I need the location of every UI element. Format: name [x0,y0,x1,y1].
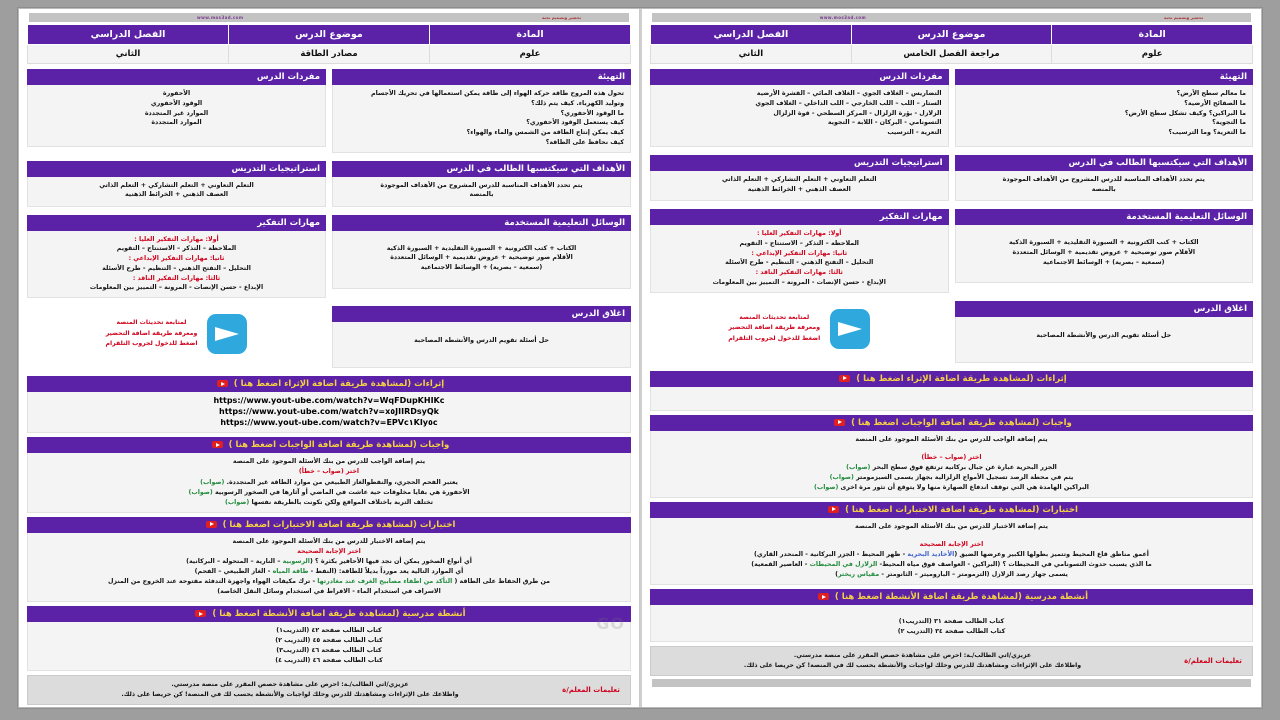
section-body-activities [650,605,1253,642]
col-strategies [650,155,949,205]
section-body-media [332,231,631,289]
telegram-icon[interactable] [207,314,247,354]
section-warmup [955,69,1254,147]
col-header-subject: المادة [430,25,631,45]
homework-item [659,473,1244,483]
activity-line: كتاب الطالب صفحة ٤٦ (التدريب٣) [276,647,382,655]
strategies-line: التعلم التعاوني + التعلم التشاركي + التعلم الذاتي [99,181,254,189]
activity-line: كتاب الطالب صفحة ٤٦ (التدريب ٤) [275,657,383,665]
thinking-line-creative: التحليل – التفتح الذهني - التنظيم - طرح الأسئلة [725,259,874,267]
youtube-icon[interactable] [839,375,850,382]
vocab-line: الموارد المتجددة [151,119,202,127]
homework-item-text: يعتبر الفحم الحجري، والنفطوالغاز الطبيعي من موارد الطاقة غير المتجددة. [226,478,458,486]
homework-item-answer: (صواب) [188,488,213,496]
col-warmup [332,69,631,157]
col-objectives [332,161,631,211]
homework-item-text: البراكين الهامدة هي التي توقف اندفاع الصهارة منها ولا يتوقع أن تثور مرة اخرى [840,483,1089,491]
lesson-page-left [640,9,1261,707]
test-options-rest: - ظهر المحيط - الجزر البركانية - المنحدر القاري) [754,550,908,558]
enrichment-url[interactable]: https://www.yout-ube.com/watch?v=EPVc١KIy٥c [220,417,438,427]
section-body-vocabulary [650,85,949,147]
closing-line: حل أسئلة تقويم الدرس والأنشطة المصاحبة [414,337,549,344]
section-homework [27,437,631,512]
thinking-line-critical: الإبداع - حسن الإنصات - المرونة – التمييز بين المعلومات [712,278,886,286]
test-question: أي أنواع الصخور يمكن أن نجد فيها الأحافير بكثرة ؟ [315,557,472,565]
col-media [332,215,631,303]
youtube-icon[interactable] [217,380,228,387]
section-thinking-skills [650,209,949,293]
section-body-thinking [27,231,326,299]
lesson-info-table [27,24,631,64]
table-row [651,45,1253,64]
homework-item-text: الأحفورة هي بقايا مخلوقات حية عاشت في الماضي أو آثارها في الصخور الرسوبية [214,488,470,496]
homework-item-text: تختلف التربة باختلاف المواقع ولكن تكونت بالطريقة نفسها [251,498,434,506]
banner-homework-label: واجبات (لمشاهدة طريقة اضافة الواجبات اضغط هنا ) [228,440,450,451]
page-bottom-strip [652,679,1251,687]
section-media [955,209,1254,283]
warmup-line: كيف يستعمل الوقود الأحفوري؟ [526,119,624,127]
thinking-line-higher: الملاحظة – التذكر – الاستنتاج – التقويم [739,239,859,247]
homework-item [36,498,622,508]
cell-term: الثاني [651,45,852,64]
page-top-strip [652,13,1251,22]
test-correct-answer: الأخاديد البحرية [907,550,955,558]
media-line: الكتاب + كتب الكترونية + السبورة التقليدية + السبورة الذكية [1008,239,1199,246]
col-media [955,209,1254,297]
banner-enrichment-label: إثراءات (لمشاهدة طريقة اضافة الإثراء اضغط هنا ) [856,373,1067,384]
thinking-heading-critical: ثالثا: مهارات التفكير الناقد : [755,269,843,276]
section-body-closing [955,317,1254,363]
section-enrichment [650,371,1253,411]
section-closing [332,306,631,368]
warmup-line: ما الصفائح الأرضية؟ [1184,99,1246,107]
section-title-strategies: استراتيجيات التدريس [27,161,326,177]
banner-activities-label: أنشطة مدرسية (لمشاهدة طريقة اضافة الأنشطة اضغط هنا ) [834,592,1089,603]
teacher-note [27,675,631,705]
tests-intro: يتم إضافة الاختبار للدرس من بنك الأسئلة الموجود على المنصة [855,522,1048,530]
cell-subject: علوم [1052,45,1253,64]
section-body-tests [27,533,631,602]
section-body-warmup [955,85,1254,147]
teacher-note-text [28,676,552,704]
homework-item-answer: (صواب) [224,498,250,506]
section-warmup [332,69,631,153]
section-tests [650,502,1253,585]
thinking-heading-higher: أولا: مهارات التفكير العليا : [134,235,219,243]
table-header-row [28,25,631,45]
test-item [36,587,622,597]
homework-item [659,463,1244,473]
section-body-objectives [955,171,1254,201]
row-objectives-strategies [650,155,1253,205]
strategies-line: التعلم التعاوني + التعلم التشاركي + التعلم الذاتي [721,176,877,183]
cell-term: الثاني [28,45,229,64]
telegram-line: اضغط للدخول لجروب التلقرام [728,334,821,342]
section-title-thinking: مهارات التفكير [650,209,949,225]
homework-item [36,478,622,488]
teacher-note-line: واطلاعك على الإثراءات ومشاهدتك للدرس وحلك لواجبات والأنشطة بحسب لك في المنصة! كن حريصا على ذلك. [121,691,459,699]
section-closing [955,301,1254,363]
youtube-icon[interactable] [828,506,839,513]
banner-tests-label: اختبارات (لمشاهدة طريقة اضافة الاختبارات اضغط هنا ) [845,504,1078,515]
objectives-line: بالمنصة [469,191,494,199]
section-activities [650,589,1253,642]
row-closing-telegram [27,306,631,372]
section-title-media: الوسائل التعليمية المستخدمة [332,215,631,231]
row-warmup-vocab [650,69,1253,151]
test-question: أعمق مناطق قاع المحيط وتتميز بطولها الكبير وعرضها الضيق [959,550,1149,558]
tests-intro: يتم إضافة الاختبار للدرس من بنك الأسئلة الموجود على المنصة [232,537,426,545]
section-objectives [332,161,631,207]
col-warmup [955,69,1254,151]
cell-topic: مصادر الطاقة [229,45,430,64]
warmup-line: ما البراكين؟ وكيف تشكل سطح الأرض؟ [1124,109,1246,117]
table-header-row [651,25,1253,45]
homework-item-text: يتم في محطة الرصد تسجيل الأمواج الزلزالية بجهاز يسمى السيزمومتر [856,473,1074,481]
test-options-open: ( [954,550,958,558]
lesson-page-right [19,9,640,707]
section-homework [650,415,1253,498]
activity-line: كتاب الطالب صفحة ٣٤ (التدريب ٢) [897,628,1006,636]
thinking-line-creative: التحليل – التفتح الذهني – التنظيم - طرح الأسئلة [102,264,251,272]
homework-intro: يتم إضافة الواجب للدرس من بنك الأسئلة الموجود على المنصة [232,458,426,466]
homework-item-answer: (صواب) [200,478,225,486]
section-title-vocabulary: مفردات الدرس [27,69,326,85]
section-title-objectives: الأهداف التي سيكتسبها الطالب في الدرس [955,155,1254,171]
telegram-icon[interactable] [830,309,870,349]
section-body-enrichment [650,387,1253,411]
test-options-rest: - الغاز الطبيعي – الفحم) [194,567,273,575]
homework-item-answer: (صواب) [846,463,871,471]
section-body-strategies [27,177,326,207]
row-media-thinking [650,209,1253,297]
table-row [28,45,631,64]
section-body-homework [27,453,631,512]
section-thinking-skills [27,215,326,299]
thinking-heading-higher: أولا: مهارات التفكير العليا : [757,230,842,237]
banner-homework[interactable] [650,415,1253,431]
teacher-note-text [651,647,1174,675]
section-body-enrichment [27,392,631,433]
page-top-strip [29,13,629,22]
telegram-line: ومعرفة طريقة اضافة التحضير [728,324,821,332]
row-closing-telegram [650,301,1253,367]
test-options-open: (الترمومتر – الباروميتر – الثانومتر - [879,571,990,579]
test-question: من طرق الحفاظ على الطاقة ( [454,577,551,585]
section-body-homework [650,431,1253,498]
col-thinking [650,209,949,297]
test-correct-answer: التأكد من اطفاء مصابيح الغرف عند مغادرتها [317,577,453,585]
warmup-line: تحول هذه المروح طاقة حركة الهواء إلى طاقة يمكن استعمالها في تحريك الأجسام [371,90,624,97]
enrichment-url[interactable]: https://www.yout-ube.com/watch?v=WqFDupKHIKc [213,396,445,405]
activity-line: كتاب الطالب صفحة ٤٢ (التدريب١) [276,627,382,635]
telegram-promo-text [106,318,198,350]
watermark-url: www.mos3ad.com [197,15,244,20]
section-vocabulary [650,69,949,147]
telegram-promo[interactable] [27,306,326,360]
section-body-tests [650,518,1253,585]
warmup-line: كيف يمكن إنتاج الطاقة من الشمس والماء والهواء؟ [466,129,624,136]
homework-item [36,488,622,498]
section-title-warmup: التهيئة [955,69,1254,85]
test-options-rest: - العاصير القمعية) [751,561,810,568]
col-strategies [27,161,326,211]
test-correct-answer: مقياس ريختر [837,571,880,579]
activity-line: كتاب الطالب صفحة ٤٥ (التدريب ٢) [275,637,383,645]
telegram-promo[interactable] [650,301,949,355]
test-options-open: (البراكين - العواصف فوق مياه المحيط- [877,561,1001,568]
teacher-note-line: واطلاعك على الإثراءات ومشاهدتك للدرس وحلك لواجبات والأنشطة بحسب لك في المنصة! كن حريصا على ذلك. [743,662,1082,670]
banner-homework-label: واجبات (لمشاهدة طريقة اضافة الواجبات اضغط هنا ) [851,417,1072,428]
activity-line: كتاب الطالب صفحة ٣١ (التدريب١) [898,618,1005,626]
test-question: أي الموارد التالية يعد مورداً بديلاً للطاقة: [338,567,464,575]
section-title-strategies: استراتيجيات التدريس [650,155,949,171]
col-objectives [955,155,1254,205]
warmup-line: كيف نحافظ على الطاقة؟ [545,138,624,146]
youtube-icon[interactable] [834,419,845,426]
telegram-line: لمتابعة تحديثات المنصة [116,319,187,327]
section-activities [27,606,631,671]
closing-line: حل أسئلة تقويم الدرس والأنشطة المصاحبة [1036,331,1172,339]
teacher-note-line: عزيزي/اتي الطالب/ـة: احرص على مشاهدة حصص المقرر على منصة مدرستي. [171,681,409,689]
section-title-warmup: التهيئة [332,69,631,85]
section-strategies [27,161,326,207]
section-title-objectives: الأهداف التي سيكتسبها الطالب في الدرس [332,161,631,177]
objectives-line: يتم تحدد الأهداف المناسبة للدرس المشروح من الأهداف الموجودة [380,181,583,189]
banner-enrichment[interactable] [27,376,631,392]
media-line: (سمعية – بصرية) + الوسائط الاجتماعية [1042,258,1165,266]
section-title-closing: اغلاق الدرس [332,306,631,322]
document-viewport [18,8,1262,708]
homework-item-answer: (صواب) [829,473,854,481]
section-body-warmup [332,85,631,153]
warmup-line: ما معالم سطح الأرض؟ [1176,90,1246,97]
youtube-icon[interactable] [212,441,223,448]
media-line: (سمعية – بصرية) + الوسائط الاجتماعية [420,264,543,271]
teacher-note-label: تعليمات المعلم/ة [1184,657,1242,666]
test-correct-answer: طاقة المياه [272,567,309,575]
test-question: يسمى جهاز رصد الزلازل [991,571,1068,579]
test-item [36,557,622,567]
strategies-line: العصف الذهني + الخرائط الذهنية [747,185,851,193]
telegram-line: لمتابعة تحديثات المنصة [739,313,810,321]
warmup-line: ما الوقود الأحفوري؟ [560,109,624,117]
vocab-line: الأحفورة [162,90,191,97]
row-objectives-strategies [27,161,631,211]
lesson-info-table [650,24,1253,64]
test-options-open: (النفط - [308,567,337,575]
section-tests [27,517,631,602]
section-body-media [955,225,1254,283]
vocab-line: الموارد غير المتجددة [144,109,209,117]
banner-activities[interactable] [650,589,1253,605]
test-item [659,560,1244,570]
test-correct-answer: الرسوبية [282,557,310,565]
test-question: الاسراف في استخدام الماء - الافراط في استخدام وسائل النقل الخاصة) [217,588,441,596]
thinking-line-critical: الإبداع - حسن الإنصات - المرونة – التمييز بين المعلومات [89,284,264,292]
section-strategies [650,155,949,201]
col-header-subject: المادة [1052,25,1253,45]
telegram-line: اضغط للدخول لجروب التلقرام [105,340,198,348]
test-correct-answer: الزلازل في المحيطات [809,561,878,568]
media-line: الأقلام صور توضيحية + عروض تقديمية + الوسائل المتعددة [1012,248,1196,256]
watermark-credit: تحضير وتصميم نخبة [541,15,581,20]
objectives-line: بالمنصة [1091,185,1116,193]
media-line: الكتاب + كتب الكترونية + السبورة التقليدية + السبورة الذكية [386,244,577,252]
test-question: ما الذي يسبب حدوث التسونامي في المحيطات ؟ [1002,561,1152,568]
section-body-objectives [332,177,631,207]
homework-item-text: الجزر البحرية عبارة عن جبال بركانية ترتفع فوق سطح البحر [872,463,1057,471]
test-options-rest: ) [835,571,838,579]
banner-activities-label: أنشطة مدرسية (لمشاهدة طريقة اضافة الأنشطة اضغط هنا ) [212,609,466,620]
watermark-credit: تحضير وتصميم نخبة [1164,15,1204,20]
cell-subject: علوم [430,45,631,64]
col-telegram [650,301,949,367]
thinking-heading-creative: ثانيا: مهارات التفكير الإبداعي : [128,255,225,262]
banner-homework[interactable] [27,437,631,453]
col-header-topic: موضوع الدرس [851,25,1052,45]
col-closing [332,306,631,372]
banner-tests-label: اختبارات (لمشاهدة طريقة اضافة الاختبارات اضغط هنا ) [222,519,456,530]
section-title-media: الوسائل التعليمية المستخدمة [955,209,1254,225]
strategies-line: العصف الذهني + الخرائط الذهنية [124,191,229,199]
corner-watermark: GO [596,614,625,633]
vocab-line: الوقود الأحفوري [150,99,203,107]
section-objectives [955,155,1254,201]
tests-prompt: اختر الإجابة الصحيحة [919,540,984,548]
banner-activities[interactable] [27,606,631,622]
col-vocabulary [27,69,326,157]
telegram-line: ومعرفة طريقة اضافة التحضير [105,329,198,337]
thinking-heading-critical: ثالثا: مهارات التفكير الناقد : [132,274,221,282]
test-item [659,570,1244,580]
youtube-icon[interactable] [195,610,206,617]
media-line: الأقلام صور توضيحية + عروض تقديمية + الوسائل المتعددة [390,254,573,262]
row-media-thinking [27,215,631,303]
teacher-note-label: تعليمات المعلم/ة [562,686,620,695]
col-header-topic: موضوع الدرس [229,25,430,45]
test-options-open: ( [309,557,313,565]
warmup-line: ما التجوية؟ [1212,119,1246,127]
banner-enrichment-label: إثراءات (لمشاهدة طريقة اضافة الإثراء اضغط هنا ) [233,379,445,389]
col-header-term: الفصل الدراسي [28,25,229,45]
col-closing [955,301,1254,367]
section-title-closing: اغلاق الدرس [955,301,1254,317]
test-item [36,577,622,587]
youtube-icon[interactable] [206,521,217,528]
teacher-note-line: عزيزي/اتي الطالب/ـة: احرص على مشاهدة حصص المقرر على منصة مدرستي. [793,652,1032,660]
col-thinking [27,215,326,303]
section-body-closing [332,322,631,368]
cell-topic: مراجعة الفصل الخامس [851,45,1052,64]
objectives-line: يتم تحدد الأهداف المناسبة للدرس المشروح من الأهداف الموجودة [1002,176,1205,183]
homework-prompt: اختر (صواب – خطأ) [921,453,982,461]
section-body-vocabulary [27,85,326,147]
test-item [659,550,1244,560]
section-vocabulary [27,69,326,147]
teacher-note [650,646,1253,676]
banner-tests[interactable] [27,517,631,533]
vocab-line: الزلازل - بؤرة الزلزال - المركز السطحي - قوة الزلزال [773,109,942,117]
watermark-url: www.mos3ad.com [819,15,867,20]
thinking-heading-creative: ثانيا: مهارات التفكير الإبداعي : [751,249,848,257]
banner-tests[interactable] [650,502,1253,518]
homework-item-answer: (صواب) [814,483,839,491]
section-enrichment [27,376,631,433]
tests-prompt: اختر الإجابة الصحيحة [297,547,361,555]
vocab-line: التسونامي - البركان - اللابة – التجوية [827,119,942,127]
warmup-line: وتوليد الكهرباء. كيف يتم ذلك؟ [531,99,624,107]
section-title-vocabulary: مفردات الدرس [650,69,949,85]
warmup-line: ما التعرية؟ وما الترسيب؟ [1168,129,1246,136]
row-warmup-vocab [27,69,631,157]
test-item [36,567,622,577]
test-options-rest: – النارية – المتحولة – البركانية) [186,557,283,565]
section-title-thinking: مهارات التفكير [27,215,326,231]
homework-prompt: اختر (صواب – خطأ) [298,468,360,476]
section-body-strategies [650,171,949,201]
col-telegram [27,306,326,372]
test-options-rest: - ترك مكيفات الهواء واجهزة التدفئة مفتوحة عند الخروج من المنزل [107,577,318,585]
section-body-thinking [650,225,949,293]
youtube-icon[interactable] [818,593,829,600]
col-header-term: الفصل الدراسي [651,25,852,45]
col-vocabulary [650,69,949,151]
enrichment-url[interactable]: https://www.yout-ube.com/watch?v=x٥JIIRDsyQk [219,406,439,416]
homework-intro: يتم إضافة الواجب للدرس من بنك الأسئلة الموجود على المنصة [855,435,1048,443]
vocab-line: التعرية - الترسيب [887,129,942,136]
telegram-promo-text [728,313,820,345]
section-body-activities [27,622,631,671]
thinking-line-higher: الملاحظة – التذكر – الاستنتاج – التقويم [116,245,237,253]
banner-enrichment[interactable] [650,371,1253,387]
homework-item [659,483,1244,493]
section-media [332,215,631,289]
vocab-line: الستار – اللب – اللب الخارجي – اللب الداخلي – الغلاف الجوي [755,99,942,107]
vocab-line: التضاريس – الغلاف الجوي – الغلاف المائي – القشرة الأرضية [756,90,942,97]
